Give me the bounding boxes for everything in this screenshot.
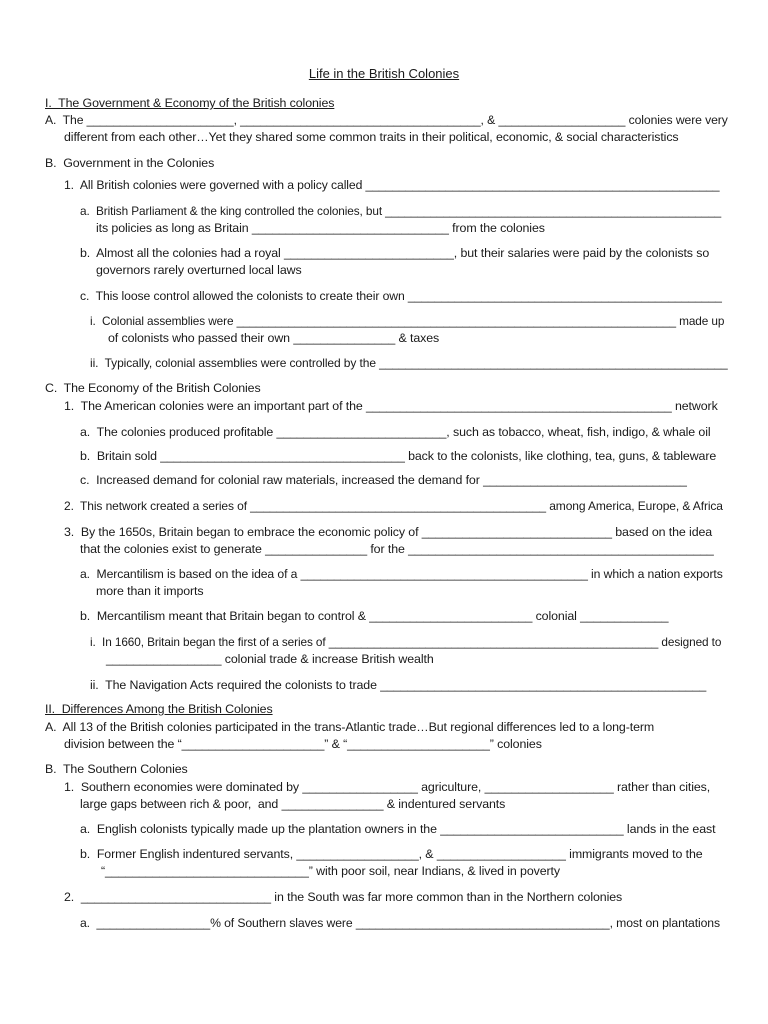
outline-item: A. The ______________________, ____________________________________, & ___________________ colonies were very (45, 113, 728, 127)
subsection-heading: B. Government in the Colonies (45, 156, 215, 170)
outline-item: ii. Typically, colonial assemblies were controlled by the _____________________________________________________ (90, 356, 728, 370)
outline-item-continued: governors rarely overturned local laws (96, 263, 302, 277)
outline-item: i. Colonial assemblies were ____________________________________________________________________ made up (90, 314, 725, 328)
outline-item: a. _________________% of Southern slaves were ______________________________________, most on plantations (80, 916, 720, 930)
outline-item: 1. The American colonies were an important part of the _____________________________________________ network (64, 399, 718, 413)
outline-item-continued: its policies as long as Britain _____________________________ from the colonies (96, 221, 545, 235)
outline-item: a. Mercantilism is based on the idea of a ___________________________________________ in which a nation exports (80, 567, 723, 581)
outline-item: b. Almost all the colonies had a royal _________________________, but their salaries were paid by the colonists so (80, 246, 710, 260)
subsection-heading: C. The Economy of the British Colonies (45, 381, 261, 395)
outline-item: 1. Southern economies were dominated by _________________ agriculture, ___________________ rather than cities, (64, 780, 711, 794)
outline-item: ii. The Navigation Acts required the colonists to trade ________________________________________________ (90, 678, 707, 692)
document-title: Life in the British Colonies (308, 66, 460, 81)
outline-item: 1. All British colonies were governed with a policy called _____________________________________________________ (64, 178, 720, 192)
outline-item: c. This loose control allowed the colonists to create their own _______________________________________________ (80, 289, 722, 303)
outline-item-continued: _________________ colonial trade & increase British wealth (106, 652, 434, 666)
outline-item: b. Mercantilism meant that Britain began to control & ________________________ colonial _____________ (80, 609, 669, 623)
outline-item-continued: of colonists who passed their own _______________ & taxes (108, 331, 440, 345)
outline-item-continued: more than it imports (96, 584, 204, 598)
outline-item: a. British Parliament & the king controlled the colonies, but ____________________________________________________ (80, 204, 722, 218)
outline-item: b. Former English indentured servants, __________________, & ___________________ immigrants moved to the (80, 847, 703, 861)
outline-item-continued: “______________________________” with poor soil, near Indians, & lived in poverty (101, 864, 560, 878)
outline-item-continued: division between the “_____________________” & “_____________________” colonies (64, 737, 542, 751)
subsection-heading: B. The Southern Colonies (45, 762, 188, 776)
outline-item: a. The colonies produced profitable _________________________, such as tobacco, wheat, fish, indigo, & whale oil (80, 425, 711, 439)
outline-item: 2. This network created a series of _____________________________________________ among America, Europe, & Africa (64, 499, 723, 513)
outline-item-continued: large gaps between rich & poor, and _______________ & indentured servants (80, 797, 506, 811)
outline-item: A. All 13 of the British colonies participated in the trans-Atlantic trade…But regional differences led to a long-term (45, 720, 655, 734)
outline-item: i. In 1660, Britain began the first of a series of ___________________________________________________ designed to (90, 635, 722, 649)
outline-item: a. English colonists typically made up the plantation owners in the ___________________________ lands in the east (80, 822, 716, 836)
outline-item: 3. By the 1650s, Britain began to embrace the economic policy of ____________________________ based on the idea (64, 525, 713, 539)
outline-item: b. Britain sold ____________________________________ back to the colonists, like clothing, tea, guns, & tableware (80, 449, 717, 463)
outline-item-continued: different from each other…Yet they shared some common traits in their political, economic, & social characteristics (64, 130, 679, 144)
section-heading: I. The Government & Economy of the British colonies (45, 96, 335, 110)
section-heading: II. Differences Among the British Colonies (45, 702, 273, 716)
outline-item-continued: that the colonies exist to generate _______________ for the _____________________________________________ (80, 542, 714, 556)
outline-item: 2. ____________________________ in the South was far more common than in the Northern colonies (64, 890, 623, 904)
outline-item: c. Increased demand for colonial raw materials, increased the demand for ______________________________ (80, 473, 687, 487)
